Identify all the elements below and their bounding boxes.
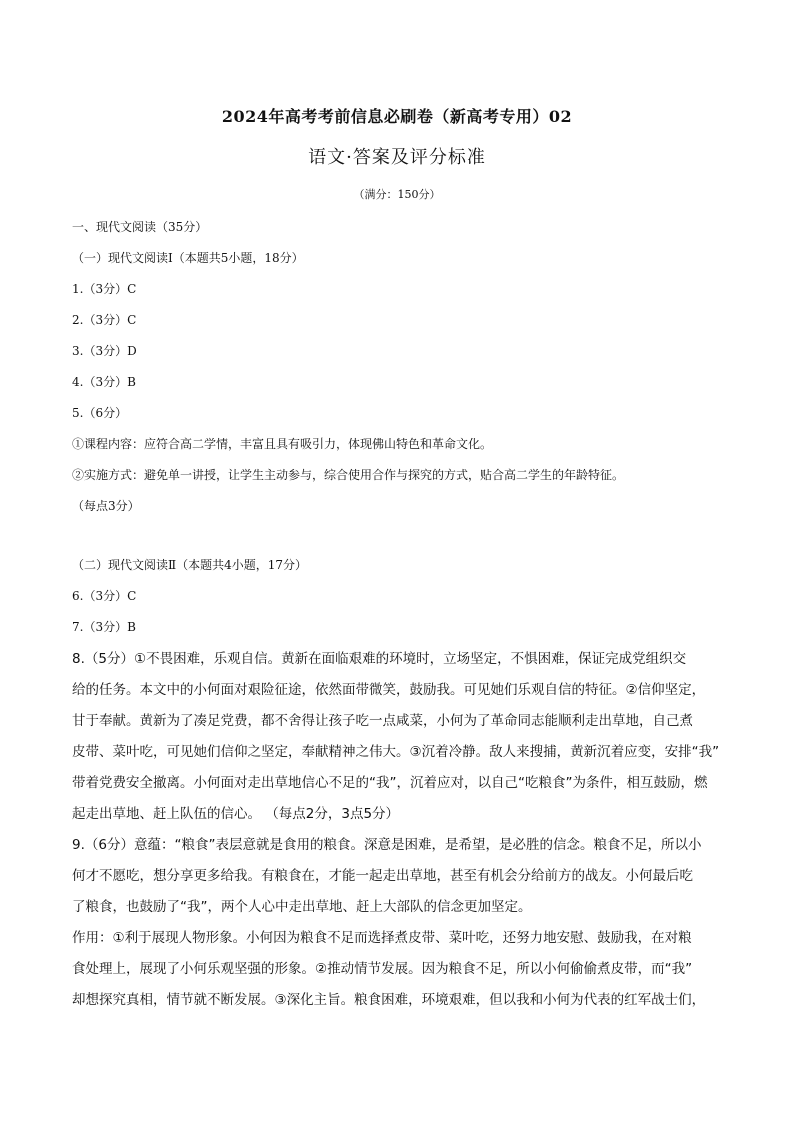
q8-line: 给的任务。本文中的小何面对艰险征途，依然面带微笑，鼓励我。可见她们乐观自信的特征。②信仰坚定， <box>72 682 706 698</box>
q9-line: 食处理上，展现了小何乐观坚强的形象。②推动情节发展。因为粮食不足，所以小何偷偷煮皮带，而“我” <box>72 961 693 977</box>
part-heading: （一）现代文阅读Ⅰ（本题共5小题，18分） <box>72 251 304 265</box>
answer-item-3: 3.（3分）D <box>72 344 137 358</box>
answer-item-1: 1.（3分）C <box>72 282 137 296</box>
q8-line: 甘于奉献。黄新为了凑足党费，都不舍得让孩子吃一点咸菜，小何为了革命同志能顺利走出草地，自己煮 <box>72 713 693 729</box>
q9-line: 了粮食，也鼓励了“我”，两个人心中走出草地、赶上大部队的信念更加坚定。 <box>72 899 532 915</box>
full-score-note: （满分：150分） <box>353 188 441 201</box>
answer-item-2: 2.（3分）C <box>72 313 137 327</box>
q8-line: 皮带、菜叶吃，可见她们信仰之坚定，奉献精神之伟大。③沉着冷静。敌人来搜捕，黄新沉着应变，安排“我” <box>72 744 720 760</box>
q8-line: 8.（5分）①不畏困难，乐观自信。黄新在面临艰难的环境时，立场坚定，不惧困难，保证完成党组织交 <box>72 651 687 667</box>
q9-line: 9.（6分）意蕴：“粮食”表层意就是食用的粮食。深意是困难，是希望，是必胜的信念。粮食不足，所以小 <box>72 837 702 853</box>
q8-line: 起走出草地、赶上队伍的信心。 （每点2分，3点5分） <box>72 806 400 822</box>
q5-scoring-note: （每点3分） <box>72 499 140 513</box>
q8-line: 带着党费安全撤离。小何面对走出草地信心不足的“我”，沉着应对，以自己“吃粮食”为条件，相互鼓励，燃 <box>72 775 708 791</box>
q9-line: 何才不愿吃，想分享更多给我。有粮食在，才能一起走出草地，甚至有机会分给前方的战友。小何最后吃 <box>72 868 693 884</box>
answer-item-6: 6.（3分）C <box>72 589 137 603</box>
q9-line: 却想探究真相，情节就不断发展。③深化主旨。粮食困难，环境艰难，但以我和小何为代表的红军战士们， <box>72 992 706 1008</box>
answer-item-7: 7.（3分）B <box>72 620 136 634</box>
document-subtitle: 语文·答案及评分标准 <box>308 147 486 168</box>
q5-point-2: ②实施方式：避免单一讲授，让学生主动参与，综合使用合作与探究的方式，贴合高二学生的年龄特征。 <box>72 468 625 482</box>
answer-item-4: 4.（3分）B <box>72 375 136 389</box>
answer-item-5: 5.（6分） <box>72 406 128 420</box>
q9-line: 作用：①利于展现人物形象。小何因为粮食不足而选择煮皮带、菜叶吃，还努力地安慰、鼓励我，在对粮 <box>72 930 692 946</box>
section-heading: 一、现代文阅读（35分） <box>72 220 208 234</box>
q5-point-1: ①课程内容：应符合高二学情，丰富且具有吸引力，体现佛山特色和革命文化。 <box>72 437 493 451</box>
document-title: 2024年高考考前信息必刷卷（新高考专用）02 <box>221 107 573 126</box>
part-heading: （二）现代文阅读Ⅱ（本题共4小题，17分） <box>72 558 308 572</box>
